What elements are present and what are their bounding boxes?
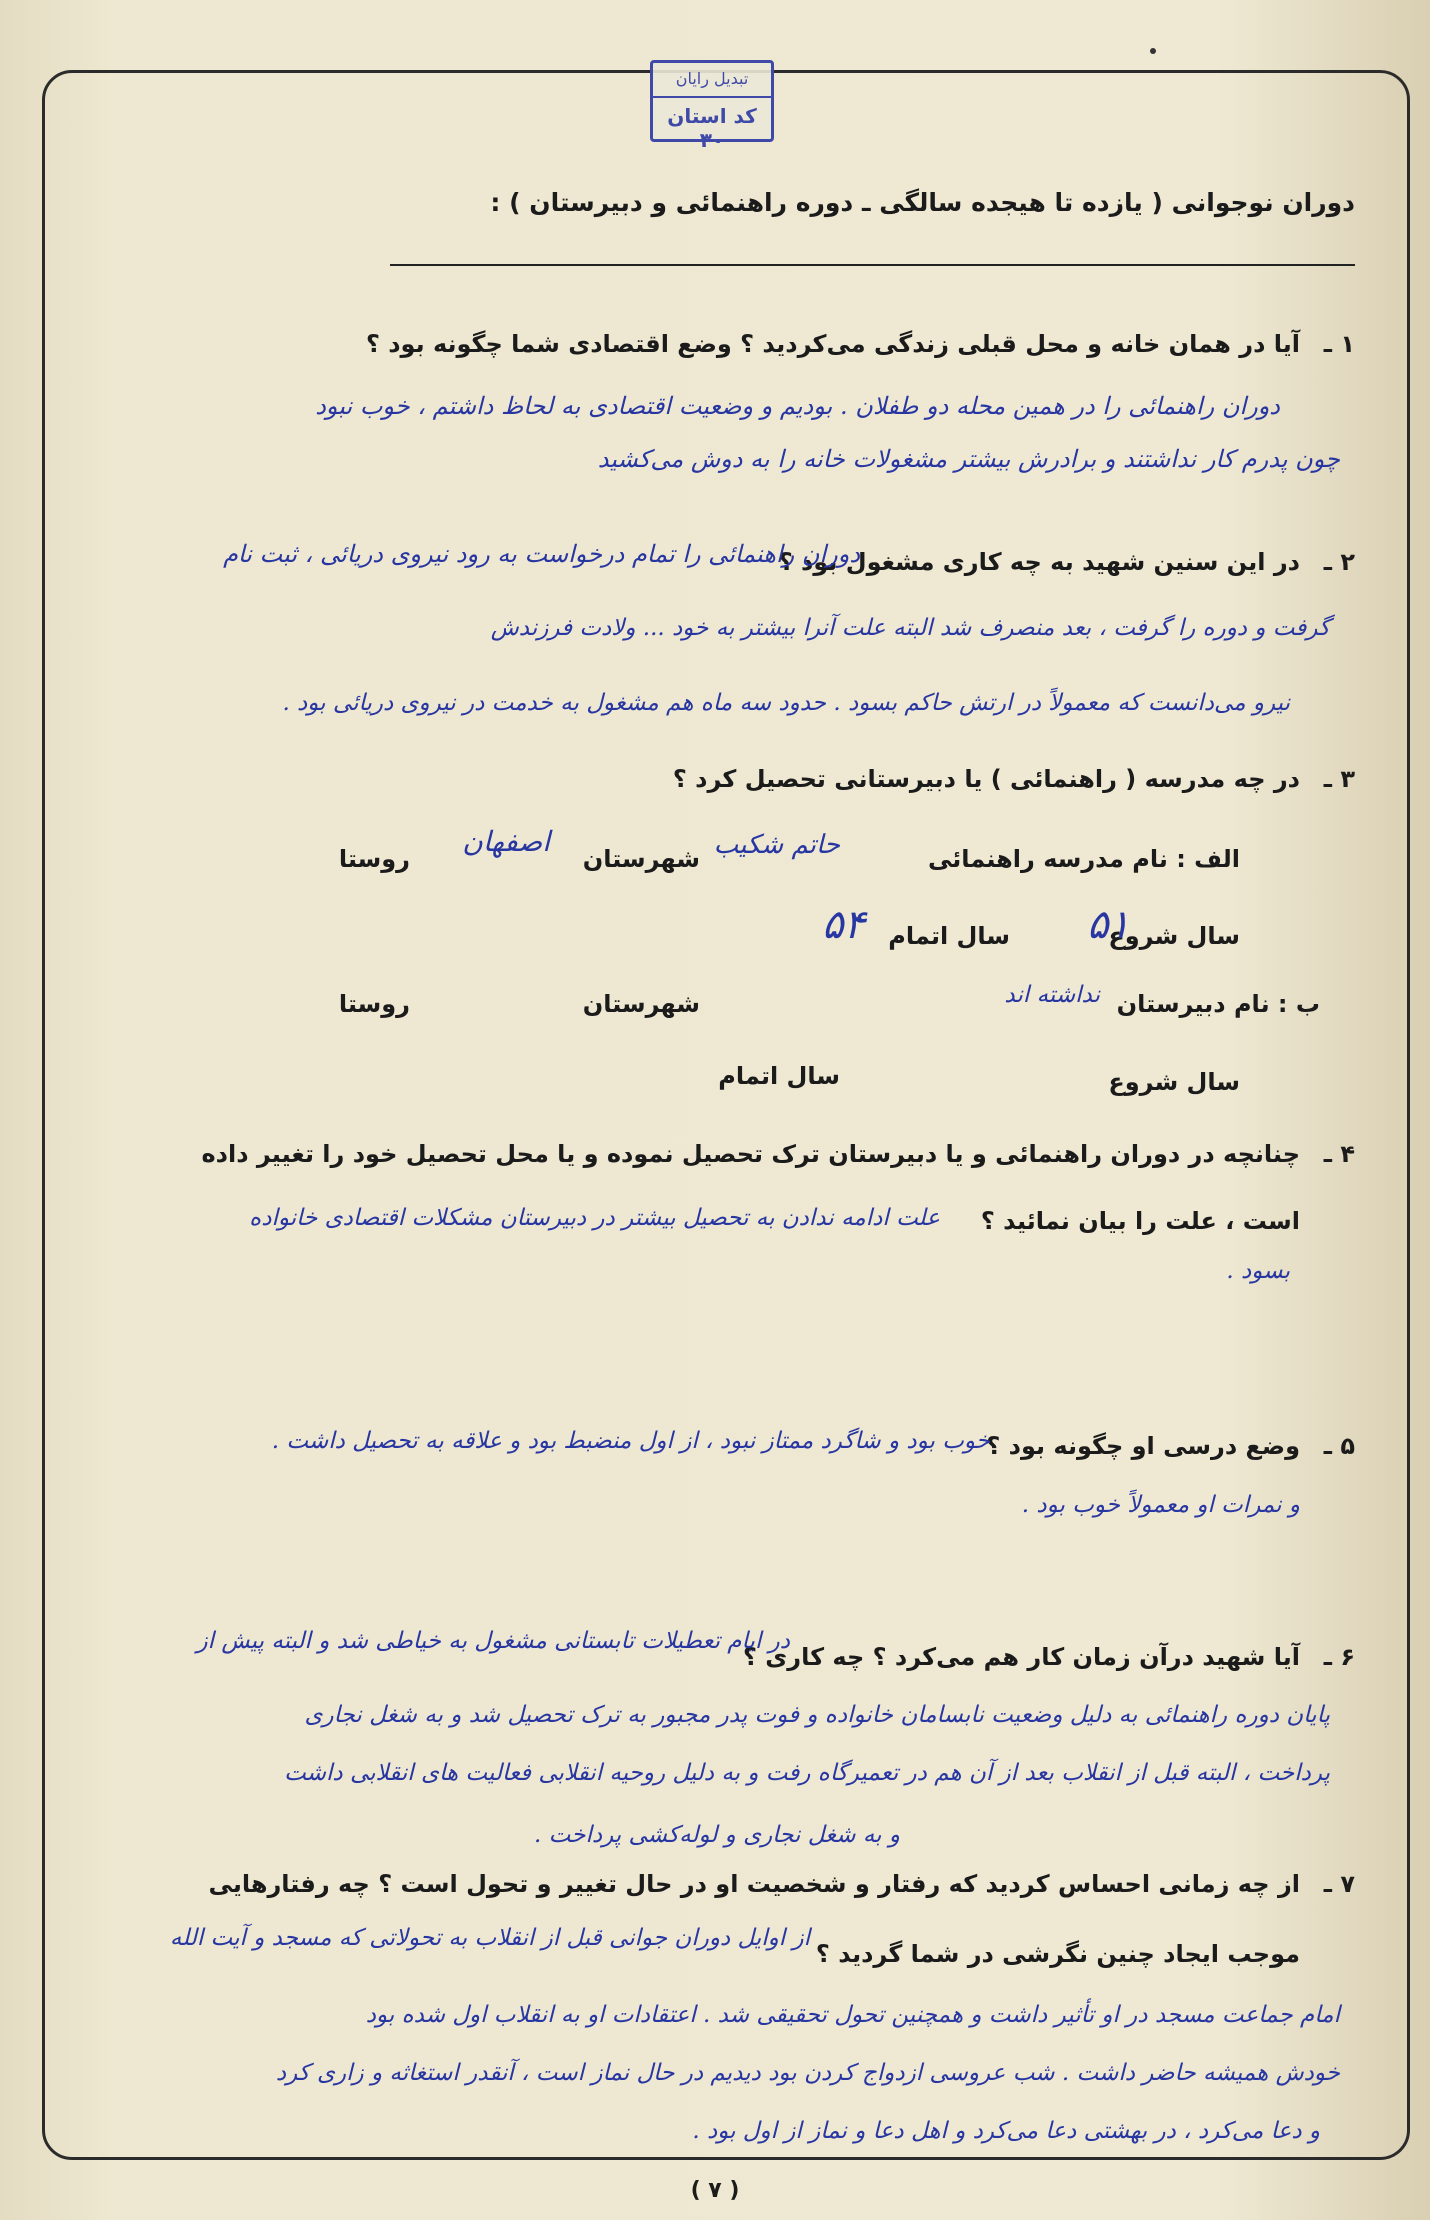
question-number-6: ۶ ـ	[1323, 1643, 1355, 1671]
school-b-label: ب : نام دبیرستان	[1116, 990, 1320, 1018]
answer-7-line-3: و دعا می‌کرد ، در بهشتی دعا می‌کرد و اهل دعا و نماز از اول بود .	[692, 2118, 1320, 2144]
answer-7-line-1: امام جماعت مسجد در او تأثیر داشت و همچنین تحول تحقیقی شد . اعتقادات او به انقلاب اول شده بود	[365, 2002, 1340, 2028]
answer-4-line-1: بسود .	[1226, 1258, 1290, 1284]
question-number-3: ۳ ـ	[1323, 765, 1355, 793]
answer-1-line-2: چون پدرم کار نداشتند و برادرش بیشتر مشغولات خانه را به دوش می‌کشید	[597, 445, 1340, 473]
school-a-end-year: ۵۴	[822, 902, 865, 948]
school-b-village-label: روستا	[338, 990, 410, 1018]
school-b-end-label: سال اتمام	[718, 1062, 840, 1090]
answer-6-inline: در ایام تعطیلات تابستانی مشغول به خیاطی شد و البته پیش از	[196, 1628, 790, 1654]
question-text-6: آیا شهید درآن زمان کار هم می‌کرد ؟ چه کاری ؟	[743, 1643, 1300, 1671]
school-a-label: الف : نام مدرسه راهنمائی	[927, 845, 1240, 873]
answer-6-line-1: پایان دوره راهنمائی به دلیل وضعیت نابسامان خانواده و فوت پدر مجبور به ترک تحصیل شد و به شغل نجاری	[304, 1702, 1330, 1728]
answer-7-inline: از اوایل دوران جوانی قبل از انقلاب به تحولاتی که مسجد و آیت الله	[169, 1925, 810, 1951]
ink-dot	[1150, 48, 1156, 54]
page-number: ( ۷ )	[690, 2178, 740, 2203]
question-text-2: در این سنین شهید به چه کاری مشغول بود ؟	[778, 548, 1300, 576]
stamp-line-1: تبدیل رایان	[675, 69, 749, 88]
question-number-4: ۴ ـ	[1323, 1140, 1355, 1168]
school-a-city: اصفهان	[462, 825, 550, 858]
question-text-4: چنانچه در دوران راهنمائی و یا دبیرستان ترک تحصیل نموده و یا محل تحصیل خود را تغییر داده	[201, 1140, 1300, 1168]
question-text-4-cont: است ، علت را بیان نمائید ؟	[980, 1207, 1300, 1235]
question-number-7: ۷ ـ	[1323, 1870, 1355, 1898]
school-a-start-year: ۵۱	[1087, 902, 1130, 948]
answer-2-inline: دوران راهنمائی را تمام درخواست به رود نیروی دریائی ، ثبت نام	[223, 540, 860, 568]
answer-2-line-2: نیرو می‌دانست که معمولاً در ارتش حاکم بسود . حدود سه ماه هم مشغول به خدمت در نیروی دریائی بود .	[282, 690, 1290, 716]
question-text-7: از چه زمانی احساس کردید که رفتار و شخصیت او در حال تغییر و تحول است ؟ چه رفتارهایی	[208, 1870, 1300, 1898]
answer-7-line-2: خودش همیشه حاضر داشت . شب عروسی ازدواج کردن بود دیدیم در حال نماز است ، آنقدر استغاثه و زاری کرد	[275, 2060, 1340, 2086]
question-text-7-cont: موجب ایجاد چنین نگرشی در شما گردید ؟	[815, 1940, 1300, 1968]
answer-6-line-3: و به شغل نجاری و لوله‌کشی پرداخت .	[534, 1822, 900, 1848]
answer-5-line-1: و نمرات او معمولاً خوب بود .	[1021, 1492, 1300, 1518]
school-a-name: حاتم شکیب	[713, 830, 840, 860]
school-a-village-label: روستا	[338, 845, 410, 873]
answer-2-line-1: گرفت و دوره را گرفت ، بعد منصرف شد البته علت آنرا بیشتر به خود ... ولادت فرزندش	[490, 615, 1330, 641]
question-number-1: ۱ ـ	[1323, 330, 1355, 358]
school-a-city-label: شهرستان	[582, 845, 700, 873]
answer-5-inline: خوب بود و شاگرد ممتاز نبود ، از اول منضبط بود و علاقه به تحصیل داشت .	[271, 1428, 990, 1454]
question-number-5: ۵ ـ	[1323, 1432, 1355, 1460]
school-b-city-label: شهرستان	[582, 990, 700, 1018]
school-a-end-label: سال اتمام	[888, 922, 1010, 950]
question-text-5: وضع درسی او چگونه بود ؟	[986, 1432, 1300, 1460]
school-a-start-label: سال شروع	[1108, 922, 1240, 950]
section-title: دوران نوجوانی ( یازده تا هیجده سالگی ـ دوره راهنمائی و دبیرستان ) :	[490, 188, 1355, 217]
answer-6-line-2: پرداخت ، البته قبل از انقلاب بعد از آن هم در تعمیرگاه رفت و به دلیل روحیه انقلابی فعالیت های انقلابی داشت	[284, 1760, 1330, 1786]
stamp-line-2: کد استان ۳۰	[653, 96, 771, 152]
school-b-name: نداشته اند	[1004, 982, 1100, 1008]
title-underline	[390, 264, 1355, 266]
answer-1-line-1: دوران راهنمائی را در همین محله دو طفلان . بودیم و وضعیت اقتصادی به لحاظ داشتم ، خوب نبود	[315, 392, 1280, 420]
answer-4-inline: علت ادامه ندادن به تحصیل بیشتر در دبیرستان مشکلات اقتصادی خانواده	[249, 1205, 940, 1231]
question-text-1: آیا در همان خانه و محل قبلی زندگی می‌کردید ؟ وضع اقتصادی شما چگونه بود ؟	[365, 330, 1300, 358]
school-b-start-label: سال شروع	[1108, 1068, 1240, 1096]
question-number-2: ۲ ـ	[1323, 548, 1355, 576]
question-text-3: در چه مدرسه ( راهنمائی ) یا دبیرستانی تحصیل کرد ؟	[672, 765, 1300, 793]
province-code-stamp	[650, 60, 774, 152]
